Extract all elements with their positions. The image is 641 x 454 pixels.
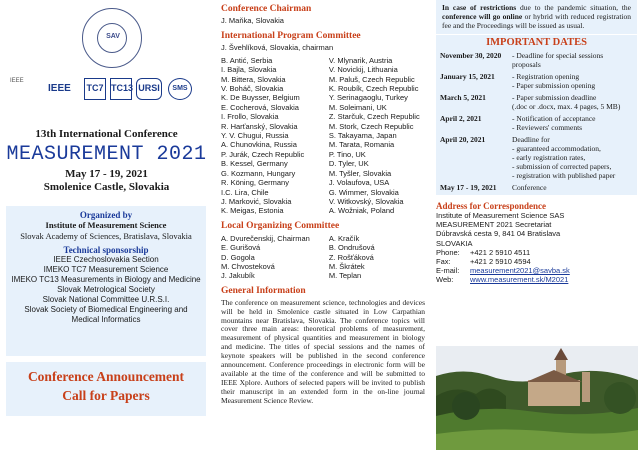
local-committee-heading: Local Organizing Committee — [221, 220, 340, 231]
announcement-line-1: Conference Announcement — [27, 369, 185, 384]
web-row — [436, 275, 637, 284]
program-committee-member: I.C. Lira, Chile — [221, 187, 269, 197]
important-date-item: Deadline for — [512, 135, 550, 144]
program-committee-member: V. Mlynarik, Austria — [328, 55, 393, 65]
program-committee-member: V. Novickij, Lithuania — [328, 65, 398, 75]
important-date: January 15, 2021 — [440, 72, 495, 81]
program-committee-member: Y. V. Chugui, Russia — [221, 131, 289, 141]
program-committee-member: M. Tarata, Romania — [328, 140, 395, 150]
important-date: May 17 - 19, 2021 — [440, 183, 497, 192]
imeko-tc13-logo: TC13 — [110, 78, 132, 100]
web-label: Web: — [436, 275, 454, 285]
program-committee-heading: International Program Committee — [221, 31, 361, 42]
important-dates-list — [440, 51, 633, 192]
program-committee-member: K. De Buysser, Belgium — [221, 93, 300, 103]
local-committee-member: M. Chvosteková — [221, 261, 275, 271]
photo-tree-right — [604, 382, 636, 414]
important-date-item: - early registration rates, — [512, 153, 586, 162]
important-date: April 20, 2021 — [440, 135, 486, 144]
important-date-item: - submission of corrected papers, — [512, 162, 612, 171]
program-committee-member: B. Antić, Serbia — [221, 55, 273, 65]
sponsor-item: Slovak Society of Biomedical Engineering and — [24, 305, 188, 314]
sponsor-item: IEEE Czechoslovakia Section — [53, 255, 159, 264]
local-committee-list — [221, 234, 425, 281]
conference-title: MEASUREMENT 2021 — [6, 143, 207, 166]
small-society-logo — [196, 78, 210, 100]
important-dates-heading: IMPORTANT DATES — [486, 37, 587, 48]
important-date-row — [440, 51, 633, 69]
general-info-text: The conference on measurement science, technologies and devices will be held in Smolenice castle situated in Low Carpathian mountains near Bratislava, Slovakia. The conference topics will cover three main areas: theoretical problems of measurement, measurement of physical quantities and measurement in biology and medicine. The titles of special sessions and the names of keynote speakers will be published in the second conference announcement. Conference proceedings in electronic form will be available at the time of the conference and will be submitted to IEEE Xplore. Authors of selected papers will be invited to publish their manuscript in an extended form in the on-line journal Measurement Science Review. — [221, 297, 425, 405]
program-committee-right — [329, 56, 425, 216]
restriction-online: conference will go online — [442, 12, 523, 21]
ieee-logo: IEEE — [48, 83, 71, 94]
sponsor-item: IMEKO TC13 Measurements in Biology and Medicine — [11, 275, 201, 284]
program-committee-list — [221, 56, 425, 216]
important-date-item: - registration with published paper — [512, 171, 616, 180]
sponsor-item: Medical Informatics — [71, 315, 141, 324]
important-dates-box — [436, 35, 637, 195]
organizer-parent: Slovak Academy of Sciences, Bratislava, Slovakia — [20, 230, 192, 241]
fax-value: +421 2 5910 4594 — [470, 257, 531, 267]
brochure-column-1 — [0, 0, 213, 454]
program-committee-member: G. Wimmer, Slovakia — [328, 187, 399, 197]
organizer-box — [6, 206, 206, 356]
seal-text: SAV — [106, 33, 120, 40]
address-line: MEASUREMENT 2021 Secretariat — [436, 220, 552, 230]
sponsorship-heading: Technical sponsorship — [63, 245, 149, 255]
important-date-row — [440, 183, 633, 192]
fax-row — [436, 257, 637, 266]
important-date-item: - Reviewers' comments — [512, 123, 583, 132]
important-date-items — [512, 93, 633, 111]
email-label: E-mail: — [436, 266, 460, 276]
important-date-item: Conference — [512, 183, 547, 192]
program-committee-member: M. Bittera, Slovakia — [221, 74, 286, 84]
important-date-row — [440, 72, 633, 90]
program-committee-member: R. Harťanský, Slovakia — [221, 121, 298, 131]
program-committee-member: S. Takayama, Japan — [328, 131, 397, 141]
address-line: SLOVAKIA — [436, 238, 473, 248]
important-date-item: - Paper submission deadline — [512, 93, 597, 102]
ieee-czechoslovakia-logo: IEEE — [10, 78, 24, 84]
program-committee-chair: J. Švehlíková, Slovakia, chairman — [221, 43, 334, 53]
important-date: November 30, 2020 — [440, 51, 502, 60]
announcement-box — [6, 362, 206, 416]
photo-tree-left — [452, 392, 480, 420]
important-date-item: - guaranteed accommodation, — [512, 144, 601, 153]
program-committee-member: Y. Serinagaoglu, Turkey — [328, 93, 408, 103]
important-date-item: - Notification of acceptance — [512, 114, 596, 123]
program-committee-member: V. Witkovský, Slovakia — [328, 196, 404, 206]
announcement-line-2: Call for Papers — [62, 388, 150, 403]
important-date-item: - Paper submission opening — [512, 81, 596, 90]
restriction-notice — [436, 0, 637, 34]
local-committee-member: A. Kračík — [328, 233, 360, 243]
sponsor-logos — [10, 78, 210, 102]
important-date-item: (.doc or .docx, max. 4 pages, 5 MB) — [512, 102, 621, 111]
fax-label: Fax: — [436, 257, 451, 267]
local-committee-member: Z. Rošťáková — [328, 252, 374, 262]
program-committee-member: P. Tino, UK — [328, 149, 366, 159]
program-committee-member: R. Köning, Germany — [221, 178, 289, 188]
phone-row — [436, 248, 637, 257]
program-committee-member: A. Chunovkina, Russia — [221, 140, 297, 150]
program-committee-member: M. Tyšler, Slovakia — [328, 168, 392, 178]
address-heading: Address for Correspondence — [436, 201, 546, 211]
local-committee-member: D. Gogola — [221, 252, 255, 262]
important-date-items — [512, 51, 633, 69]
photo-castle-tower-2 — [582, 372, 590, 402]
important-date-items — [512, 114, 633, 132]
program-committee-member: M. Paluš, Czech Republic — [328, 74, 415, 84]
important-date-items — [512, 135, 633, 180]
brochure-column-2 — [217, 0, 429, 454]
chairman-heading: Conference Chairman — [221, 4, 312, 14]
program-committee-member: A. Wožniak, Poland — [328, 206, 395, 216]
local-committee-member: M. Teplan — [328, 271, 362, 281]
program-committee-member: E. Cocherová, Slovakia — [221, 102, 299, 112]
smolenice-castle-photo — [436, 346, 638, 450]
brochure-column-3 — [432, 0, 641, 454]
important-date: March 5, 2021 — [440, 93, 486, 102]
local-committee-member: J. Jakubík — [221, 271, 255, 281]
program-committee-left — [221, 56, 325, 216]
organizer-heading: Organized by — [79, 210, 133, 220]
chairman-name: J. Maňka, Slovakia — [221, 16, 284, 25]
photo-castle-body — [528, 380, 580, 406]
email-row — [436, 266, 637, 275]
local-committee-member: A. Dvurečenskij, Chairman — [221, 233, 310, 243]
imeko-tc7-logo: TC7 — [84, 78, 106, 100]
program-committee-member: K. Meigas, Estonia — [221, 206, 284, 216]
web-link[interactable]: www.measurement.sk/M2021 — [470, 275, 569, 285]
program-committee-member: Z. Starčuk, Czech Republic — [328, 112, 420, 122]
ursi-logo: URSI — [136, 78, 162, 100]
program-committee-member: G. Kozmann, Hungary — [221, 168, 296, 178]
program-committee-member: J. Volaufova, USA — [328, 178, 390, 188]
email-link[interactable]: measurement2021@savba.sk — [470, 266, 570, 276]
program-committee-member: J. Marković, Slovakia — [221, 196, 292, 206]
important-date-row — [440, 93, 633, 111]
restriction-text-1: due to the pandemic situation, the — [516, 3, 632, 12]
organizer-name: Institute of Measurement Science — [45, 220, 167, 230]
castle-photo-illustration — [436, 346, 638, 450]
sponsor-item: Slovak Metrological Society — [57, 285, 155, 294]
local-committee-member: M. Škrátek — [328, 261, 365, 271]
sponsor-item: Slovak National Committee U.R.S.I. — [42, 295, 170, 304]
local-committee-left — [221, 234, 325, 281]
important-date-items — [512, 183, 633, 192]
program-committee-member: M. Soleimani, UK — [328, 102, 387, 112]
phone-label: Phone: — [436, 247, 460, 257]
program-committee-member: P. Jurák, Czech Republic — [221, 149, 305, 159]
important-date-items — [512, 72, 633, 90]
local-committee-right — [329, 234, 425, 281]
important-date-item: - Deadline for special sessions — [512, 51, 604, 60]
local-committee-member: E. Gurišová — [221, 243, 261, 253]
restriction-text-2: or hybrid with reduced registration fee and the Proceedings will be issued as usual. — [442, 12, 631, 30]
important-date: April 2, 2021 — [440, 114, 482, 123]
program-committee-member: D. Tyler, UK — [328, 159, 369, 169]
important-date-item: proposals — [512, 60, 541, 69]
important-date-item: - Registration opening — [512, 72, 580, 81]
program-committee-member: M. Stork, Czech Republic — [328, 121, 414, 131]
phone-value: +421 2 5910 4511 — [470, 247, 531, 257]
sponsor-item: IMEKO TC7 Measurement Science — [43, 265, 169, 274]
sav-seal-logo — [82, 8, 142, 68]
important-date-row — [440, 114, 633, 132]
address-line: Institute of Measurement Science SAS — [436, 211, 565, 220]
general-info-heading: General Information — [221, 285, 306, 296]
metrological-society-logo: SMS — [168, 78, 192, 100]
conference-venue: Smolenice Castle, Slovakia — [43, 181, 170, 193]
program-committee-member: I. Bajla, Slovakia — [221, 65, 277, 75]
program-committee-member: V. Boháč, Slovakia — [221, 84, 284, 94]
address-line: Dúbravská cesta 9, 841 04 Bratislava — [436, 229, 561, 239]
conference-dates: May 17 - 19, 2021 — [65, 168, 148, 180]
restriction-lead: In case of restrictions — [442, 3, 517, 12]
conference-number: 13th International Conference — [35, 128, 178, 140]
local-committee-member: B. Ondrušová — [328, 243, 375, 253]
program-committee-member: I. Frollo, Slovakia — [221, 112, 279, 122]
program-committee-member: K. Roubík, Czech Republic — [328, 84, 419, 94]
important-date-row — [440, 135, 633, 180]
program-committee-member: B. Kessel, Germany — [221, 159, 288, 169]
